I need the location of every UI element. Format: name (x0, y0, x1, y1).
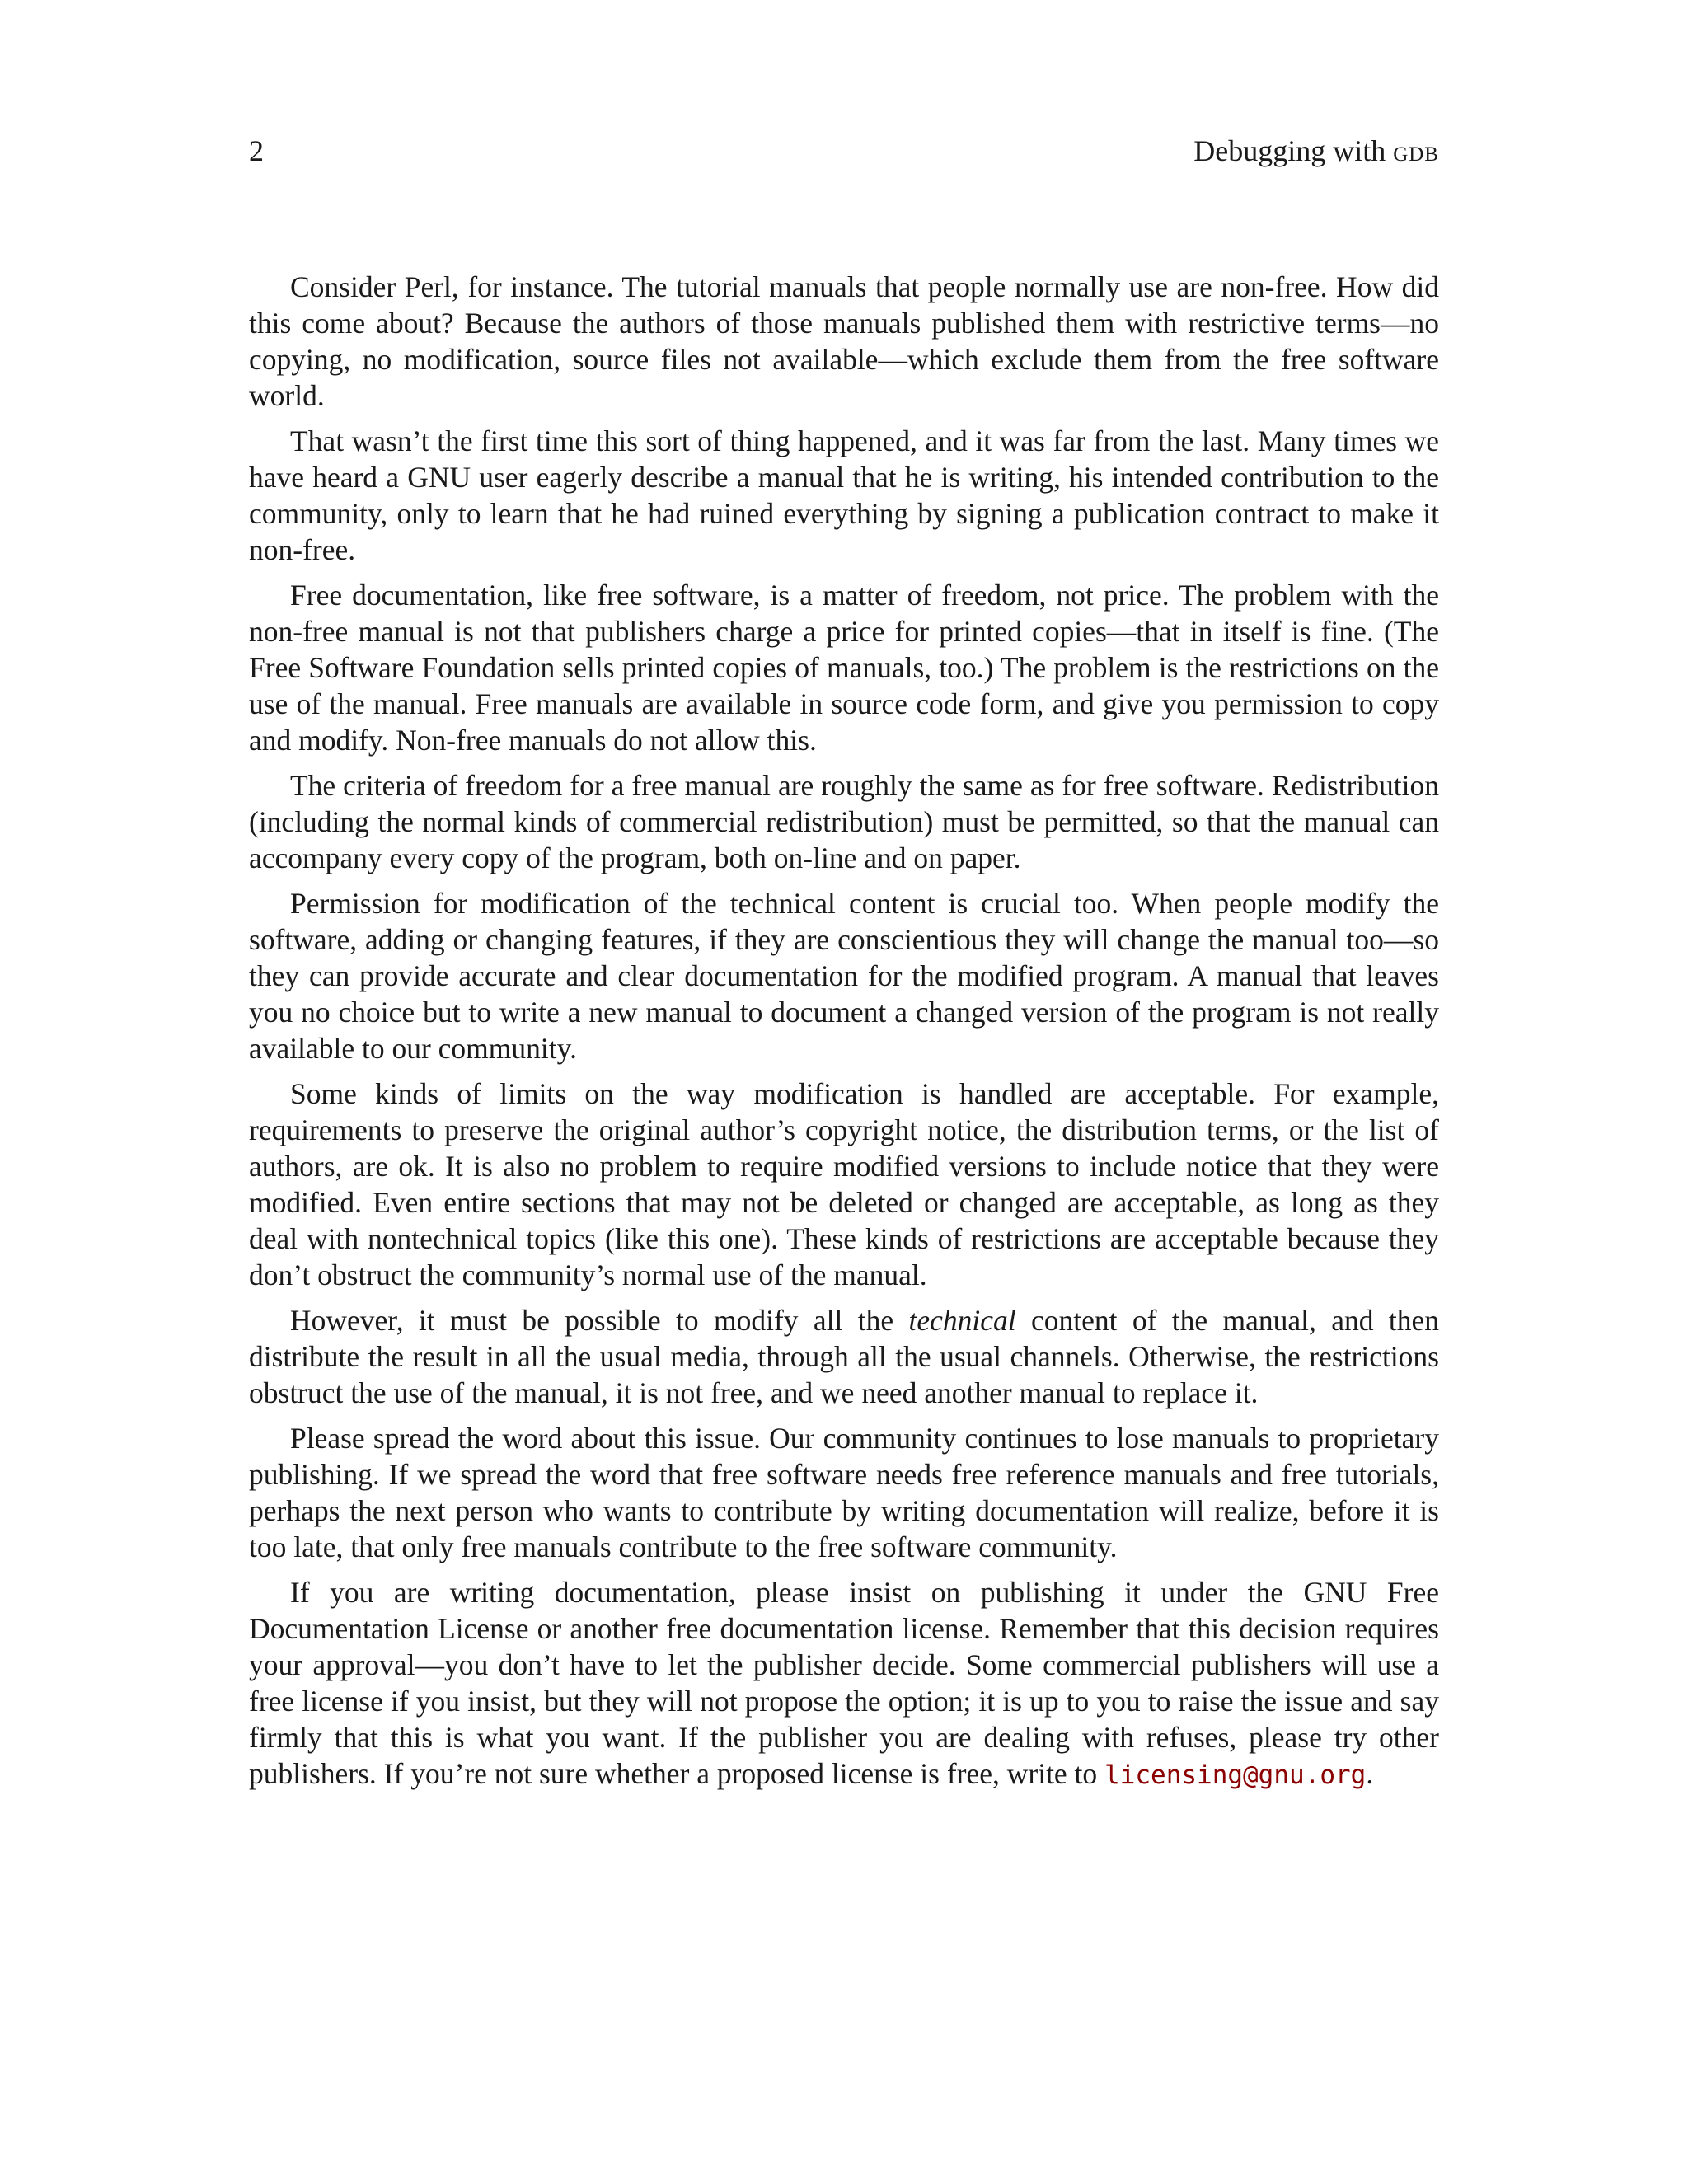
paragraph-spread-word: Please spread the word about this issue. Our community continues to lose manuals to proprietary publishing. If we spread the word that free software needs free reference manuals and free tutorials, perhaps the next person who wants to contribute by writing documentation will realize, before it is too late, that only free manuals contribute to the free software community. (249, 1422, 1439, 1563)
paragraph-technical-before: However, it must be possible to modify all the (290, 1304, 909, 1337)
paragraph-license-end: . (1366, 1757, 1374, 1790)
paragraph-limits: Some kinds of limits on the way modification is handled are acceptable. For example, requirements to preserve the original author’s copyright notice, the distribution terms, or the list of authors, are ok. It is also no problem to require modified versions to include notice that they were modified. Even entire sections that may not be deleted or changed are acceptable, as long as they deal with nontechnical topics (like this one). These kinds of restrictions are acceptable because they don’t obstruct the community’s normal use of the manual. (249, 1077, 1439, 1291)
paragraph-first-time: That wasn’t the first time this sort of thing happened, and it was far from the last. Many times we have heard a GNU user eagerly describe a manual that he is writing, his intended contribution to the community, only to learn that he had ruined everything by signing a publication contract to make it non-free. (249, 424, 1439, 566)
page-number: 2 (249, 134, 264, 167)
paragraph-free-documentation: Free documentation, like free software, is a matter of freedom, not price. The problem with the non-free manual is not that publishers charge a price for printed copies—that in itself is fine. (The Free Software Foundation sells printed copies of manuals, too.) The problem is the restrictions on the use of the manual. Free manuals are available in source code form, and give you permission to copy and modify. Non-free manuals do not allow this. (249, 579, 1439, 757)
paragraph-technical-after: content of the manual, and then distribute the result in all the usual media, through all the usual channels. Otherwise, the restrictions obstruct the use of the manual, it is not free, and we need another manual to replace it. (249, 1304, 1439, 1409)
paragraph-license (249, 1574, 1439, 1793)
paragraph-permission: Permission for modification of the technical content is crucial too. When people modify the software, adding or changing features, if they are conscientious they will change the manual too—so they can provide accurate and clear documentation for the modified program. A manual that leaves you no choice but to write a new manual to document a changed version of the program is not really available to our community. (249, 887, 1439, 1065)
running-title-program: gdb (1393, 134, 1439, 167)
paragraph-license-text: If you are writing documentation, please insist on publishing it under the GNU Free Documentation License or another free documentation license. Remember that this decision requires your approval—you don’t have to let the publisher decide. Some commercial publishers will use a free license if you insist, but they will not propose the option; it is up to you to raise the issue and say firmly that this is what you want. If the publisher you are dealing with refuses, please try other publishers. If you’re not sure whether a proposed license is free, write to (249, 1576, 1439, 1790)
technical-emphasis: technical (908, 1304, 1016, 1337)
running-title-prefix: Debugging with (1193, 134, 1394, 167)
licensing-email-link[interactable]: licensing@gnu.org (1104, 1760, 1367, 1790)
paragraph-technical (249, 1302, 1439, 1411)
paragraph-perl: Consider Perl, for instance. The tutorial manuals that people normally use are non-free. How did this come about? Because the authors of those manuals published them with restrictive terms—no copying, no modification, source files not available—which exclude them from the free software world. (249, 270, 1439, 412)
page-header (249, 130, 1439, 171)
running-title (1193, 130, 1439, 171)
paragraph-criteria: The criteria of freedom for a free manual are roughly the same as for free software. Redistribution (including the normal kinds of commercial redistribution) must be permitted, so that the manual can accompany every copy of the program, both on-line and on paper. (249, 769, 1439, 874)
body-text (249, 269, 1439, 1802)
